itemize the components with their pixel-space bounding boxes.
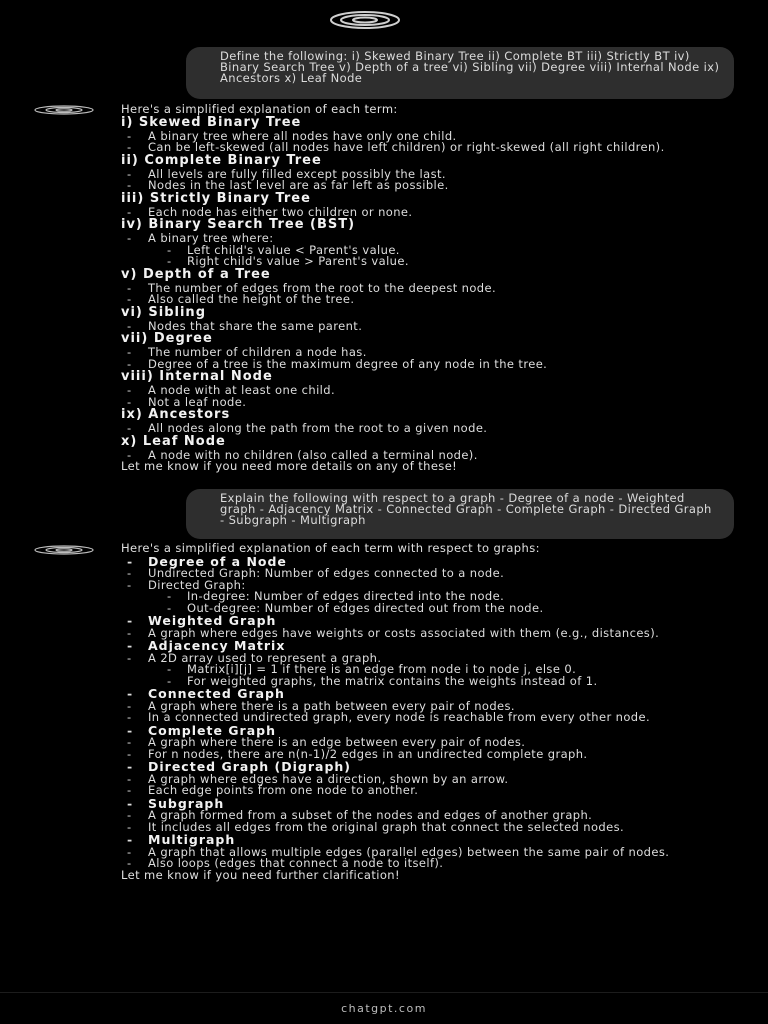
section-heading: - Degree of a Node	[121, 557, 711, 568]
bullet: - A graph where there is a path between every pair of nodes.	[121, 701, 711, 712]
bullet: - Undirected Graph: Number of edges connected to a node.	[121, 568, 711, 579]
section-heading: - Multigraph	[121, 835, 711, 846]
answer-intro: Here's a simplified explanation of each term with respect to graphs:	[121, 543, 540, 555]
bullet: - A graph formed from a subset of the nodes and edges of another graph.	[121, 810, 711, 821]
bullet: - Nodes that share the same parent.	[121, 321, 711, 332]
section-heading: iv) Binary Search Tree (BST)	[121, 217, 356, 232]
section-heading: - Directed Graph (Digraph)	[121, 762, 711, 773]
section-heading: - Weighted Graph	[121, 616, 711, 627]
sub-bullet: - Left child's value < Parent's value.	[121, 245, 711, 256]
answer-outro: Let me know if you need further clarification!	[121, 867, 400, 882]
bullet: - A binary tree where all nodes have only one child.	[121, 131, 711, 142]
bullet: - Directed Graph:	[121, 580, 711, 591]
section-heading: x) Leaf Node	[121, 433, 226, 449]
bullet: - A node with at least one child.	[121, 385, 711, 396]
section-heading: ix) Ancestors	[121, 407, 231, 422]
bullet: - Each edge points from one node to another.	[121, 785, 711, 796]
section-heading: - Subgraph	[121, 799, 711, 810]
bullet: - Not a leaf node.	[121, 397, 711, 408]
assistant-message	[121, 543, 711, 975]
sub-bullet: - Right child's value > Parent's value.	[121, 256, 711, 267]
bullet: - In a connected undirected graph, every node is reachable from every other node.	[121, 712, 711, 723]
bullet: - A 2D array used to represent a graph.	[121, 653, 711, 664]
openai-logo-icon[interactable]	[329, 11, 401, 29]
bullet: - A graph where edges have a direction, shown by an arrow.	[121, 774, 711, 785]
answer-intro: Here's a simplified explanation of each term:	[121, 104, 398, 116]
section-heading: viii) Internal Node	[121, 369, 273, 384]
bullet: - It includes all edges from the original graph that connect the selected nodes.	[121, 822, 711, 833]
section-heading: i) Skewed Binary Tree	[121, 114, 302, 130]
bullet: - For n nodes, there are n(n-1)/2 edges in an undirected complete graph.	[121, 749, 711, 760]
section-heading: ii) Complete Binary Tree	[121, 152, 322, 168]
bullet: - A binary tree where:	[121, 233, 711, 244]
bullet: - All levels are fully filled except possibly the last.	[121, 169, 711, 180]
sub-bullet: - For weighted graphs, the matrix contains the weights instead of 1.	[121, 676, 711, 687]
bullet: - Also called the height of the tree.	[121, 294, 711, 305]
section-heading: v) Depth of a Tree	[121, 266, 271, 282]
bullet: - Nodes in the last level are as far left as possible.	[121, 180, 711, 191]
section-heading: vii) Degree	[121, 331, 213, 346]
sub-bullet: - Matrix[i][j] = 1 if there is an edge from node i to node j, else 0.	[121, 664, 711, 675]
section-heading: vi) Sibling	[121, 304, 206, 320]
assistant-message	[121, 104, 711, 486]
bullet: - All nodes along the path from the root to a given node.	[121, 423, 711, 434]
section-heading: - Adjacency Matrix	[121, 641, 711, 652]
bullet: - A node with no children (also called a terminal node).	[121, 450, 711, 461]
sub-bullet: - In-degree: Number of edges directed into the node.	[121, 591, 711, 602]
user-message	[186, 47, 734, 99]
bullet: - A graph where edges have weights or costs associated with them (e.g., distances).	[121, 628, 711, 639]
bullet: - Degree of a tree is the maximum degree of any node in the tree.	[121, 359, 711, 370]
assistant-avatar-icon	[33, 545, 95, 555]
bullet: - Also loops (edges that connect a node to itself).	[121, 858, 711, 869]
bullet: - The number of children a node has.	[121, 347, 711, 358]
section-heading: - Complete Graph	[121, 726, 711, 737]
bullet: - A graph that allows multiple edges (parallel edges) between the same pair of nodes.	[121, 847, 711, 858]
user-message	[186, 489, 734, 539]
user-message-text: Explain the following with respect to a graph - Degree of a node - Weighted graph - Adjacency Matrix - Connected Graph - Complete Graph - Directed Graph - Subgraph - Multigraph	[220, 491, 712, 527]
bullet: - A graph where there is an edge between every pair of nodes.	[121, 737, 711, 748]
section-heading: - Connected Graph	[121, 689, 711, 700]
sub-bullet: - Out-degree: Number of edges directed out from the node.	[121, 603, 711, 614]
bullet: - The number of edges from the root to the deepest node.	[121, 283, 711, 294]
url-bar[interactable]	[0, 992, 768, 1024]
domain-label[interactable]: chatgpt.com	[341, 1002, 427, 1015]
user-message-text: Define the following: i) Skewed Binary Tree ii) Complete BT iii) Strictly BT iv) Binary Search Tree v) Depth of a tree vi) Sibling vii) Degree viii) Internal Node ix) Ancestors x) Leaf Node	[220, 49, 720, 85]
section-heading: iii) Strictly Binary Tree	[121, 190, 311, 206]
assistant-avatar-icon	[33, 105, 95, 115]
bullet: - Each node has either two children or none.	[121, 207, 711, 218]
bullet: - Can be left-skewed (all nodes have left children) or right-skewed (all right children).	[121, 142, 711, 153]
answer-outro: Let me know if you need more details on any of these!	[121, 459, 458, 473]
